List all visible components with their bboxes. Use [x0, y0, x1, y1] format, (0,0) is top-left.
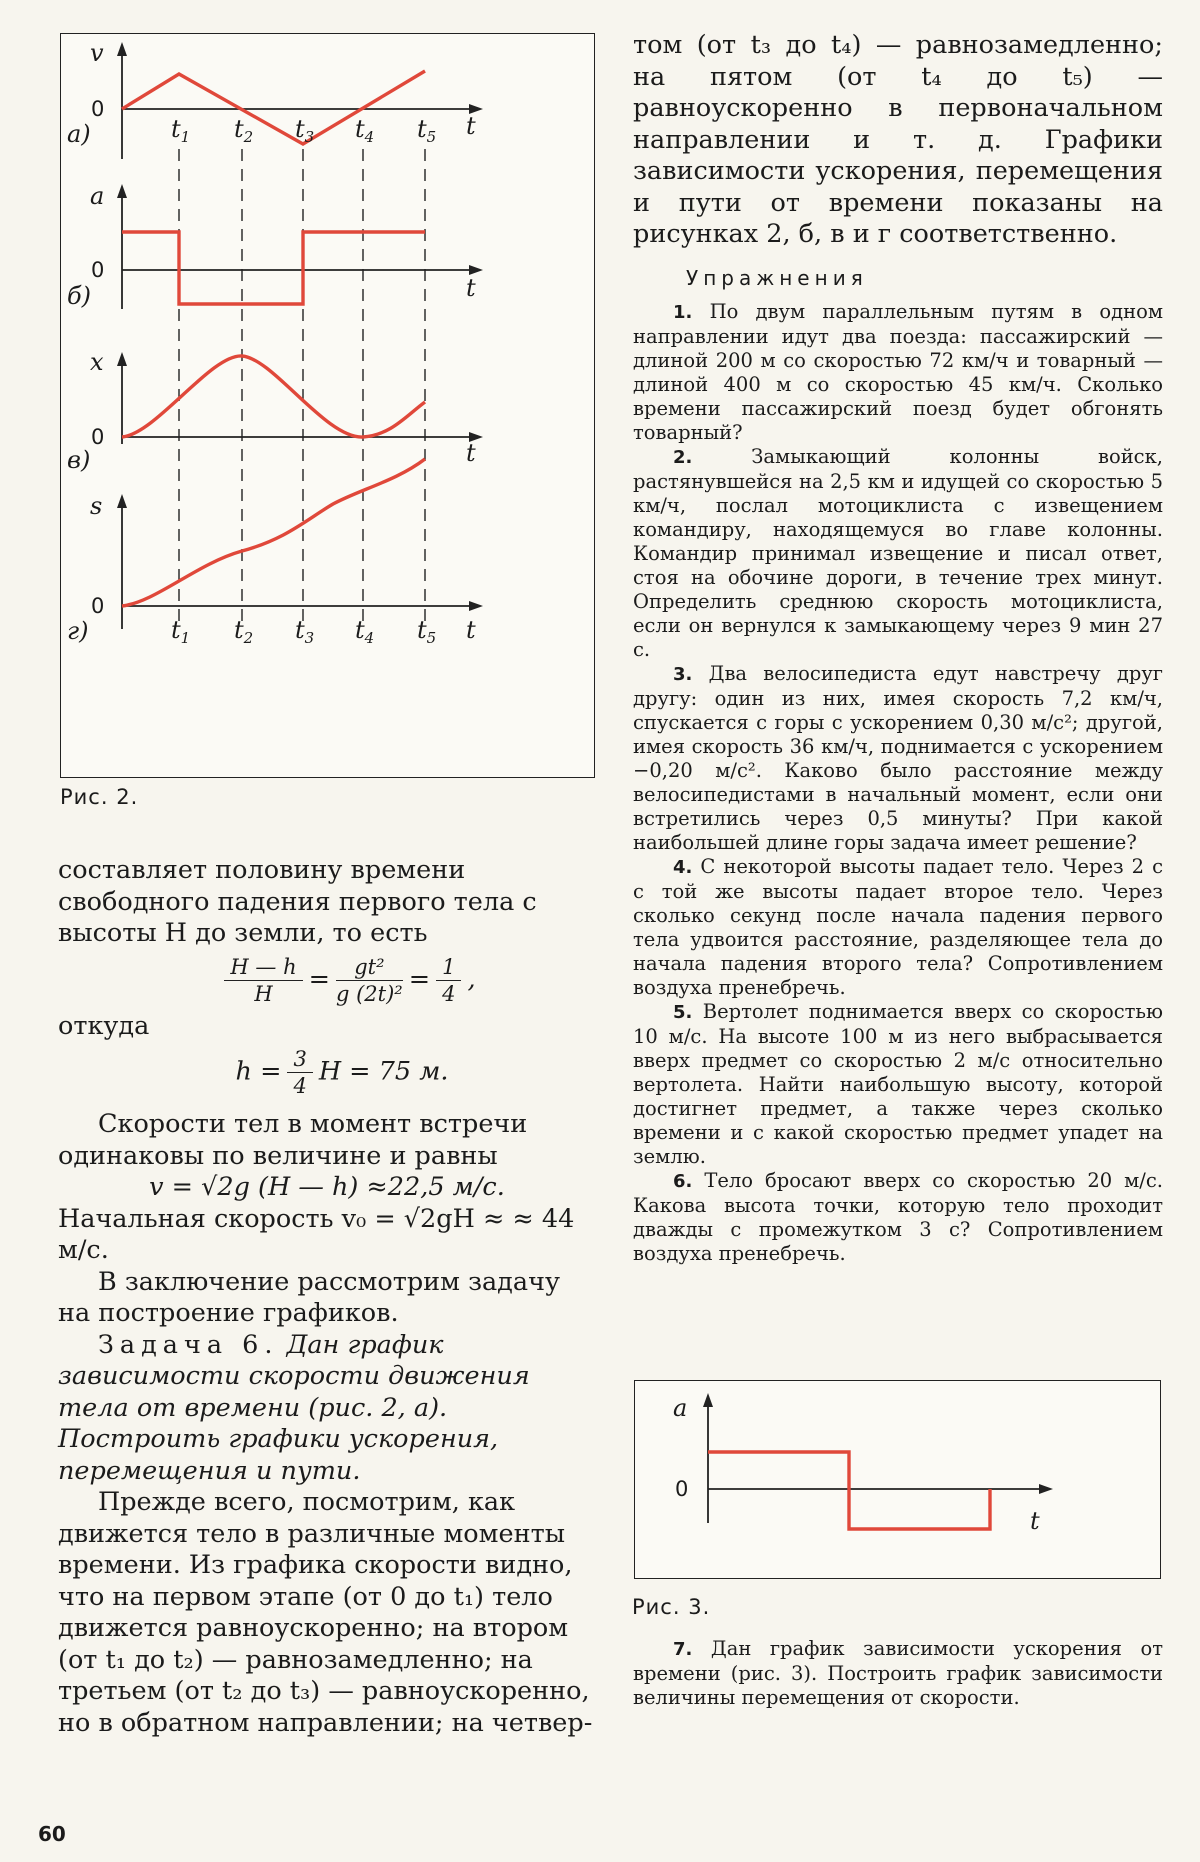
tick-subscript: 1	[180, 629, 191, 647]
right-paragraph-1: том (от t₃ до t₄) — равнозамедленно; на пятом (от t₄ до t₅) — равноускоренно в первоначальном направлении и т. д. Графики зависимости ускорения, перемещения и пути от времени показаны на рисунках 2, б, в и г соответственно.	[633, 30, 1163, 249]
exercise-5-text: Вертолет поднимается вверх со скоростью 10 м/с. На высоте 100 м из него выбрасывается вверх предмет со скоростью 2 м/с относительно вертолета. Найти наибольшую высоту, которой достигнет предмет, а также через сколько времени и с какой скоростью предмет упадет на землю.	[633, 1000, 1163, 1168]
label-t-d: t	[466, 616, 476, 644]
tick-subscript: 3	[304, 128, 315, 146]
equation-2	[88, 1046, 596, 1099]
left-paragraph-3: Начальная скорость v₀ = √2gH ≈ ≈ 44 м/с.	[58, 1203, 575, 1265]
otkuda: откуда	[58, 1010, 150, 1041]
label-zero-b: 0	[91, 258, 105, 282]
left-paragraph-4: В заключение рассмотрим задачу на построение графиков.	[58, 1266, 560, 1328]
panel-label-d: г)	[67, 617, 89, 645]
fig3-label-zero: 0	[675, 1477, 689, 1501]
eq1-rhs-num: 1	[436, 954, 461, 981]
velocity-curve	[122, 71, 425, 144]
fig3-label-a: a	[673, 1394, 688, 1422]
exercise-5	[633, 1000, 1163, 1169]
label-zero-d: 0	[91, 594, 105, 618]
figure-3-svg	[635, 1381, 1160, 1578]
task-6	[58, 1330, 596, 1488]
exercise-2-num: 2.	[673, 447, 693, 468]
tick-subscript: 1	[180, 128, 191, 146]
arrow-y-a	[117, 42, 127, 56]
eq1-mid-num: gt²	[336, 954, 403, 981]
label-s: s	[90, 492, 103, 520]
exercise-4-num: 4.	[673, 857, 693, 878]
exercise-2-text: Замыкающий колонны войск, растянувшейся на 2,5 км и идущей со скоростью 5 км/ч, послал мотоциклиста с извещением командиру, находящемуся во главе колонны. Командир принимал извещение и писал ответ, стоя на обочине дороги, в течение трех минут. Определить среднюю скорость мотоциклиста, если он вернулся к замыкающему через 9 мин 27 с.	[633, 445, 1163, 661]
eq1-lhs-den: H	[254, 981, 273, 1006]
exercise-6	[633, 1169, 1163, 1266]
eq2-lhs: h =	[235, 1056, 282, 1087]
label-a: a	[90, 182, 105, 210]
exercises-title: Упражнения	[686, 266, 868, 290]
displacement-curve	[122, 356, 425, 437]
tick-label-a-t1: $t_1$	[171, 115, 191, 146]
tick-label-a-t4: $t_4$	[355, 115, 375, 146]
figure-2-svg	[61, 34, 594, 777]
page-number: 60	[38, 1822, 66, 1846]
exercise-1-num: 1.	[673, 302, 693, 323]
eq1-frac-lhs	[224, 954, 302, 1007]
tick-subscript: 3	[304, 629, 315, 647]
tick-label-d-t3: $t_3$	[295, 616, 315, 647]
exercise-7-num: 7.	[673, 1639, 693, 1660]
label-t-a: t	[466, 112, 476, 140]
arrow-y-d	[117, 494, 127, 508]
tick-subscript: 5	[426, 629, 437, 647]
exercise-3-text: Два велосипедиста едут навстречу друг другу: один из них, имея скорость 7,2 км/ч, спускается с горы с ускорением 0,30 м/с²; другой, имея скорость 36 км/ч, поднимается с ускорением −0,20 м/с². Каково было расстояние между велосипедистами в начальный момент, если они встретились через 0,5 минуты? При какой наибольшей длине горы задача имеет решение?	[633, 662, 1164, 854]
tick-label-d-t1: $t_1$	[171, 616, 191, 647]
exercise-6-text: Тело бросают вверх со скоростью 20 м/с. Какова высота точки, которую тело проходит дважды с промежутком 3 с? Сопротивлением воздуха пренебречь.	[633, 1169, 1163, 1265]
label-x: x	[90, 348, 104, 376]
label-zero-a: 0	[91, 97, 105, 121]
panel-label-b: б)	[67, 282, 92, 310]
exercise-1	[633, 300, 1163, 445]
panel-label-c: в)	[67, 446, 91, 474]
tick-label-a-t3: $t_3$	[295, 115, 315, 146]
path-curve	[122, 459, 425, 606]
label-t-c: t	[466, 439, 476, 467]
eq1-frac-rhs	[436, 954, 461, 1007]
eq1-mid-den: g (2t)²	[335, 981, 403, 1006]
figure-3	[634, 1380, 1161, 1579]
arrow-y-b	[117, 184, 127, 198]
right-column-top	[633, 30, 1163, 251]
left-paragraph-5: Прежде всего, посмотрим, как движется тело в различные моменты времени. Из графика скорости видно, что на первом этапе (от 0 до t₁) тело движется равноускоренно; на втором (от t₁ до t₂) — равнозамедленно; на третьем (от t₂ до t₃) — равноускоренно, но в обратном направлении; на четвер-	[58, 1487, 593, 1738]
tick-label-d-t4: $t_4$	[355, 616, 375, 647]
acceleration-curve	[122, 232, 425, 304]
dashed-verticals	[179, 149, 425, 629]
task-label: Задача 6.	[98, 1329, 279, 1360]
exercise-6-num: 6.	[673, 1171, 693, 1192]
panel-label-a: а)	[67, 120, 91, 148]
tick-subscript: 2	[243, 629, 254, 647]
tick-labels-d	[171, 616, 436, 647]
label-v: v	[90, 39, 104, 67]
exercises	[633, 300, 1163, 1266]
figure-2	[60, 33, 595, 778]
exercise-4-text: С некоторой высоты падает тело. Через 2 с с той же высоты падает второе тело. Через сколько секунд после начала падения первого тела удвоится расстояние, разделяющее тела до начала падения второго тела? Сопротивлением воздуха пренебречь.	[633, 855, 1163, 999]
eq1-rhs-den: 4	[442, 981, 456, 1006]
tick-label-a-t2: $t_2$	[234, 115, 254, 146]
exercise-4	[633, 855, 1163, 1000]
tick-subscript: 5	[426, 128, 437, 146]
exercise-7	[633, 1637, 1163, 1710]
arrow-x-d	[469, 601, 483, 611]
equation-3: v = √2g (H — h) ≈22,5 м/с.	[149, 1172, 505, 1202]
label-zero-c: 0	[91, 425, 105, 449]
eq2-rhs: H = 75 м.	[318, 1056, 449, 1087]
task-text: Дан график зависимости скорости движения тела от времени (рис. 2, а). Построить графики ускорения, перемещения и пути.	[58, 1329, 530, 1486]
exercise-2	[633, 445, 1163, 662]
eq1-lhs-num: H — h	[224, 954, 302, 981]
figure-2-caption: Рис. 2.	[60, 785, 139, 809]
exercise-3	[633, 662, 1163, 855]
tick-subscript: 4	[364, 629, 375, 647]
exercise-7-text: Дан график зависимости ускорения от времени (рис. 3). Построить график зависимости величины перемещения от скорости.	[633, 1637, 1164, 1709]
eq1-frac-mid	[336, 954, 403, 1007]
tick-label-d-t5: $t_5$	[417, 616, 437, 647]
exercise-5-num: 5.	[673, 1002, 693, 1023]
tick-subscript: 2	[243, 128, 254, 146]
exercise-1-text: По двум параллельным путям в одном направлении идут два поезда: пассажирский — длиной 200 м со скоростью 72 км/ч и товарный — длиной 400 м со скоростью 45 км/ч. Сколько времени пассажирский поезд будет обгонять товарный?	[633, 300, 1163, 444]
fig3-arrow-y	[703, 1393, 713, 1407]
eq2-den: 4	[293, 1074, 307, 1098]
figure-3-caption: Рис. 3.	[632, 1595, 711, 1619]
exercise-3-num: 3.	[673, 664, 693, 685]
fig3-label-t: t	[1030, 1507, 1040, 1535]
left-paragraph-1: составляет половину времени свободного падения первого тела с высоты H до земли, то есть	[58, 855, 537, 948]
label-t-b: t	[466, 274, 476, 302]
tick-label-a-t5: $t_5$	[417, 115, 437, 146]
tick-labels-a	[171, 115, 436, 146]
tick-subscript: 4	[364, 128, 375, 146]
equation-1: $\frac{H — h}{H}$ = $\frac{\text{gt²}}{\text{g (2t)²}}$ = $\frac{1}{4}$ ,	[98, 954, 596, 1007]
eq2-num: 3	[287, 1046, 312, 1073]
tick-label-d-t2: $t_2$	[234, 616, 254, 647]
fig3-arrow-x	[1039, 1484, 1053, 1494]
left-paragraph-2: Скорости тел в момент встречи одинаковы по величине и равны	[58, 1109, 528, 1171]
left-column	[58, 855, 596, 1739]
arrow-y-c	[117, 352, 127, 366]
exercises-continued	[633, 1637, 1163, 1710]
eq2-frac	[287, 1046, 312, 1099]
fig3-acceleration-curve	[708, 1452, 990, 1529]
